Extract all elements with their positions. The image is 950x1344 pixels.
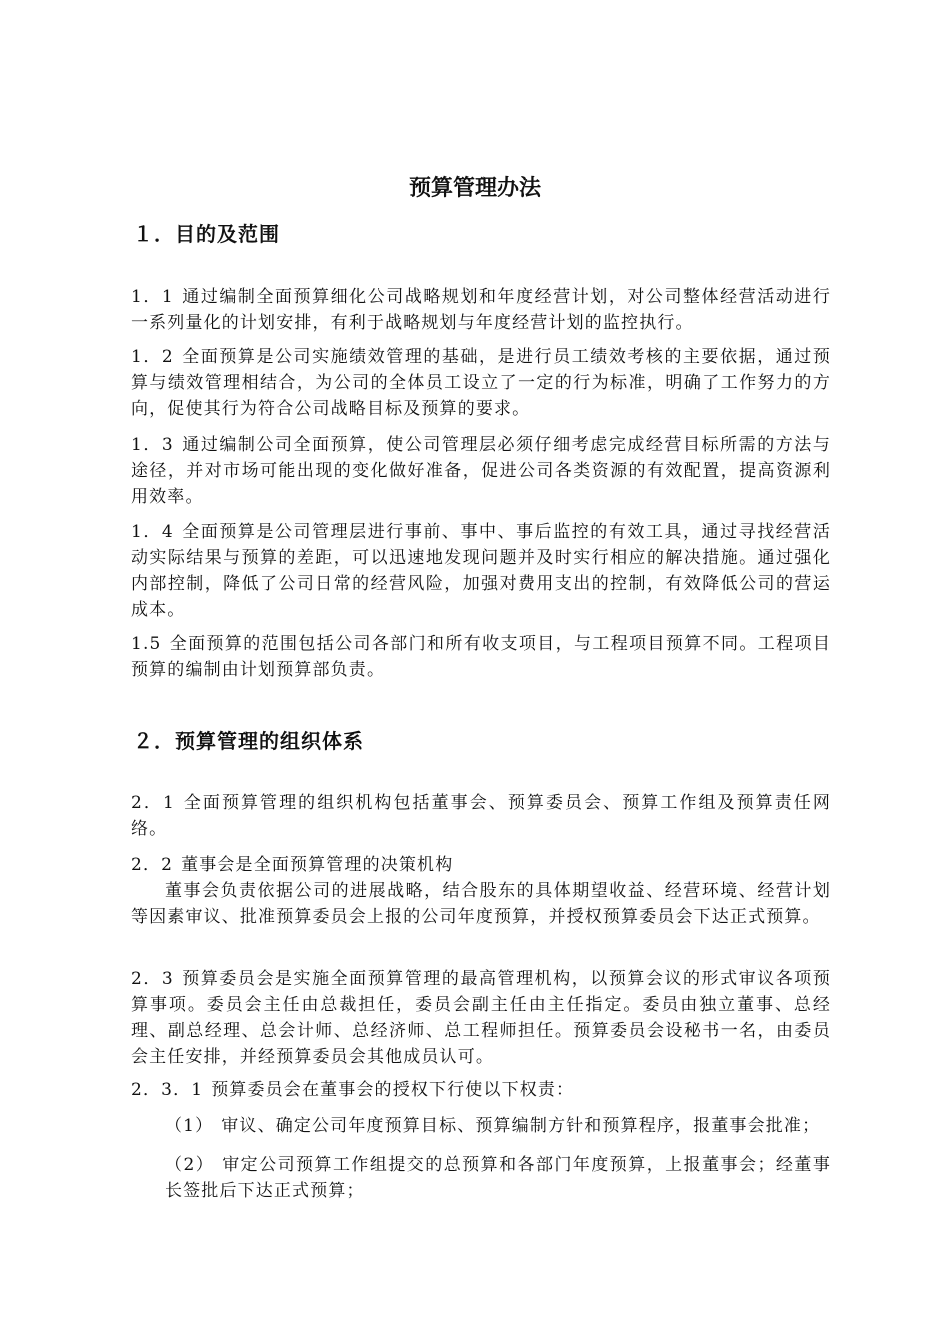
paragraph-2-2-body: 董事会负责依据公司的进展战略，结合股东的具体期望收益、经营环境、经营计划等因素审议、批准预算委员会上报的公司年度预算，并授权预算委员会下达正式预算。 xyxy=(131,881,831,927)
paragraph-2-3-1 xyxy=(131,1077,831,1103)
paragraph-text: 全面预算的范围包括公司各部门和所有收支项目，与工程项目预算不同。工程项目预算的编制由计划预算部负责。 xyxy=(131,634,831,680)
paragraph-2-2 xyxy=(131,852,831,878)
paragraph-1-4 xyxy=(131,519,831,623)
list-item-2 xyxy=(165,1152,831,1204)
list-item-1 xyxy=(165,1113,831,1139)
paragraph-text: 全面预算是公司实施绩效管理的基础，是进行员工绩效考核的主要依据，通过预算与绩效管理相结合，为公司的全体员工设立了一定的行为标准，明确了工作努力的方向，促使其行为符合公司战略目标及预算的要求。 xyxy=(131,347,831,419)
list-item-text: 审议、确定公司年度预算目标、预算编制方针和预算程序，报董事会批准； xyxy=(221,1116,821,1136)
paragraph-1-3 xyxy=(131,432,831,510)
paragraph-1-5 xyxy=(131,631,831,683)
paragraph-label: 2．1 xyxy=(131,793,175,813)
paragraph-label: 2．2 xyxy=(131,855,174,875)
paragraph-2-1 xyxy=(131,790,831,842)
paragraph-text: 预算委员会在董事会的授权下行使以下权责： xyxy=(211,1080,575,1100)
paragraph-2-3 xyxy=(131,966,831,1070)
paragraph-text: 全面预算是公司管理层进行事前、事中、事后监控的有效工具，通过寻找经营活动实际结果与预算的差距，可以迅速地发现问题并及时实行相应的解决措施。通过强化内部控制，降低了公司日常的经营风险，加强对费用支出的控制，有效降低公司的营运成本。 xyxy=(131,522,831,620)
paragraph-label: 2．3．1 xyxy=(131,1080,204,1100)
paragraph-label: 1．3 xyxy=(131,435,174,455)
list-item-label: （1） xyxy=(165,1116,214,1136)
paragraph-label: 2．3 xyxy=(131,969,174,989)
paragraph-text: 通过编制全面预算细化公司战略规划和年度经营计划，对公司整体经营活动进行一系列量化的计划安排，有利于战略规划与年度经营计划的监控执行。 xyxy=(131,287,831,333)
paragraph-1-1 xyxy=(131,284,831,336)
section-heading-1: １．目的及范围 xyxy=(133,222,280,246)
document-title: 预算管理办法 xyxy=(408,176,541,201)
paragraph-label: 1．4 xyxy=(131,522,174,542)
paragraph-text: 预算委员会是实施全面预算管理的最高管理机构，以预算会议的形式审议各项预算事项。委员会主任由总裁担任，委员会副主任由主任指定。委员由独立董事、总经理、副总经理、总会计师、总经济师、总工程师担任。预算委员会设秘书一名，由委员会主任安排，并经预算委员会其他成员认可。 xyxy=(131,969,831,1067)
paragraph-label: 1.5 xyxy=(131,634,162,654)
list-item-label: （2） xyxy=(165,1155,215,1175)
paragraph-text: 董事会是全面预算管理的决策机构 xyxy=(181,855,454,875)
paragraph-1-2 xyxy=(131,344,831,422)
paragraph-label: 1．1 xyxy=(131,287,174,307)
list-item-text: 审定公司预算工作组提交的总预算和各部门年度预算，上报董事会；经董事长签批后下达正式预算； xyxy=(165,1155,831,1201)
section-heading-2: ２．预算管理的组织体系 xyxy=(133,729,364,753)
paragraph-label: 1．2 xyxy=(131,347,174,367)
paragraph-text: 通过编制公司全面预算，使公司管理层必须仔细考虑完成经营目标所需的方法与途径，并对市场可能出现的变化做好准备，促进公司各类资源的有效配置，提高资源利用效率。 xyxy=(131,435,831,507)
paragraph-text: 全面预算管理的组织机构包括董事会、预算委员会、预算工作组及预算责任网络。 xyxy=(131,793,831,839)
